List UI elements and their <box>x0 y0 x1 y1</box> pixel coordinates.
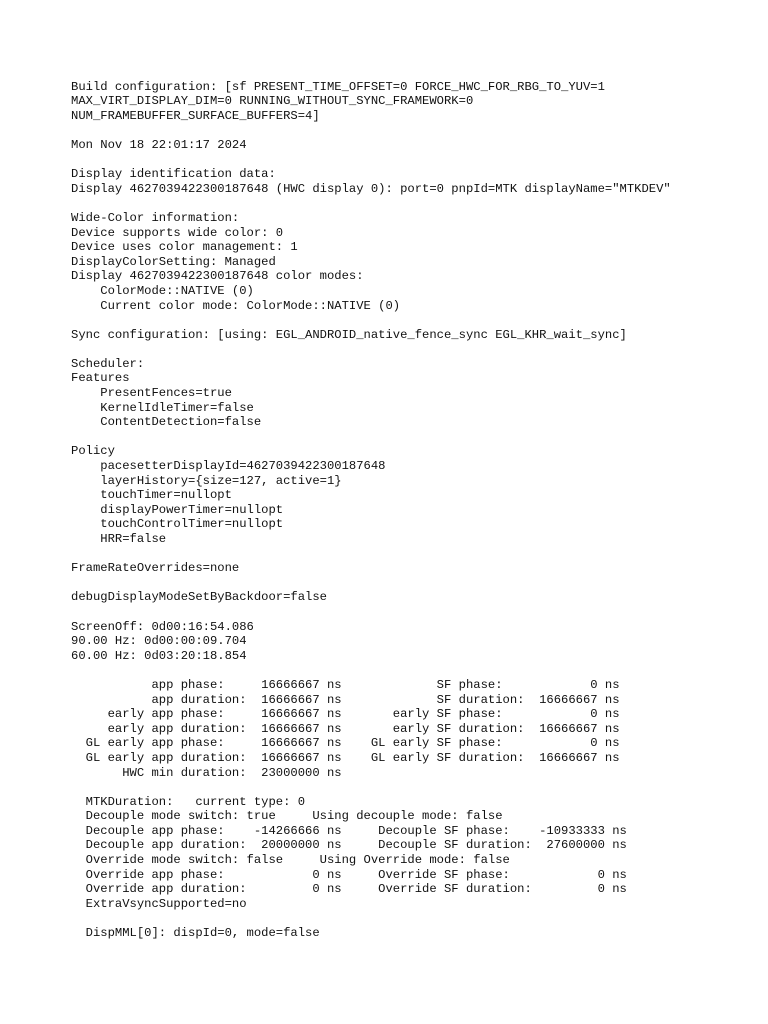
dump-line: Build configuration: [sf PRESENT_TIME_OFFSET=0 FORCE_HWC_FOR_RBG_TO_YUV=1 <box>71 79 605 94</box>
dump-line <box>71 123 761 138</box>
dump-line: HRR=false <box>71 532 167 546</box>
dump-line: layerHistory={size=127, active=1} <box>71 473 342 488</box>
dump-line: pacesetterDisplayId=4627039422300187648 <box>71 459 386 474</box>
dump-line: GL early app phase: 16666667 ns GL early SF phase: 0 ns <box>71 736 620 751</box>
dump-line: 60.00 Hz: 0d03:20:18.854 <box>71 648 247 663</box>
dump-line: Override mode switch: false Using Override mode: false <box>71 853 510 868</box>
dump-line <box>71 153 761 168</box>
dump-line <box>71 430 761 445</box>
dump-line <box>71 65 761 80</box>
dump-line: ColorMode::NATIVE (0) <box>71 283 254 298</box>
dump-line <box>71 342 761 357</box>
dump-line: Device supports wide color: 0 <box>71 225 284 240</box>
dumpsys-output <box>71 65 761 941</box>
dump-line: touchControlTimer=nullopt <box>71 517 284 532</box>
dump-line: Scheduler: <box>71 356 145 371</box>
dump-line <box>71 576 761 591</box>
dump-line: Override app phase: 0 ns Override SF phase: 0 ns <box>71 867 627 882</box>
dump-line: Sync configuration: [using: EGL_ANDROID_native_fence_sync EGL_KHR_wait_sync] <box>71 327 627 342</box>
dump-line: Override app duration: 0 ns Override SF duration: 0 ns <box>71 882 627 897</box>
dump-line: app duration: 16666667 ns SF duration: 16666667 ns <box>71 692 620 707</box>
dump-line: displayPowerTimer=nullopt <box>71 502 284 517</box>
dump-line: 90.00 Hz: 0d00:00:09.704 <box>71 634 247 649</box>
dump-line: DispMML[0]: dispId=0, mode=false <box>71 926 320 941</box>
dump-line: Wide-Color information: <box>71 210 240 225</box>
dump-line: NUM_FRAMEBUFFER_SURFACE_BUFFERS=4] <box>71 108 320 123</box>
dump-line: FrameRateOverrides=none <box>71 561 240 576</box>
dump-line <box>71 605 761 620</box>
dump-line: Current color mode: ColorMode::NATIVE (0) <box>71 298 401 313</box>
dump-line <box>71 313 761 328</box>
dump-line: Display 4627039422300187648 color modes: <box>71 269 364 284</box>
dump-line: ContentDetection=false <box>71 415 262 430</box>
dump-line: PresentFences=true <box>71 386 232 401</box>
dump-line: Display 4627039422300187648 (HWC display 0): port=0 pnpId=MTK displayName="MTKDEV" <box>71 181 671 196</box>
dump-line: touchTimer=nullopt <box>71 488 232 503</box>
dump-line: ScreenOff: 0d00:16:54.086 <box>71 619 254 634</box>
dump-line: MTKDuration: current type: 0 <box>71 794 306 809</box>
dump-line: GL early app duration: 16666667 ns GL early SF duration: 16666667 ns <box>71 750 620 765</box>
dump-line <box>71 911 761 926</box>
dump-line: early app duration: 16666667 ns early SF duration: 16666667 ns <box>71 721 620 736</box>
dump-line <box>71 780 761 795</box>
dump-line <box>71 547 761 562</box>
dump-line: app phase: 16666667 ns SF phase: 0 ns <box>71 677 620 692</box>
dump-line: ExtraVsyncSupported=no <box>71 896 247 911</box>
dump-line: Decouple app phase: -14266666 ns Decouple SF phase: -10933333 ns <box>71 823 627 838</box>
dump-line: KernelIdleTimer=false <box>71 400 254 415</box>
dump-line: Policy <box>71 444 115 459</box>
dump-line: early app phase: 16666667 ns early SF phase: 0 ns <box>71 707 620 722</box>
dump-line: debugDisplayModeSetByBackdoor=false <box>71 590 327 605</box>
dump-line <box>71 663 761 678</box>
dump-line: Device uses color management: 1 <box>71 240 298 255</box>
dump-line <box>71 196 761 211</box>
dump-line: MAX_VIRT_DISPLAY_DIM=0 RUNNING_WITHOUT_SYNC_FRAMEWORK=0 <box>71 94 474 109</box>
dump-line: Display identification data: <box>71 167 276 182</box>
dump-line: DisplayColorSetting: Managed <box>71 254 276 269</box>
dump-line: Decouple app duration: 20000000 ns Decouple SF duration: 27600000 ns <box>71 838 627 853</box>
dump-line: Decouple mode switch: true Using decouple mode: false <box>71 809 503 824</box>
dump-line: Features <box>71 371 130 386</box>
dump-line: Mon Nov 18 22:01:17 2024 <box>71 137 247 152</box>
dump-line: HWC min duration: 23000000 ns <box>71 765 342 780</box>
